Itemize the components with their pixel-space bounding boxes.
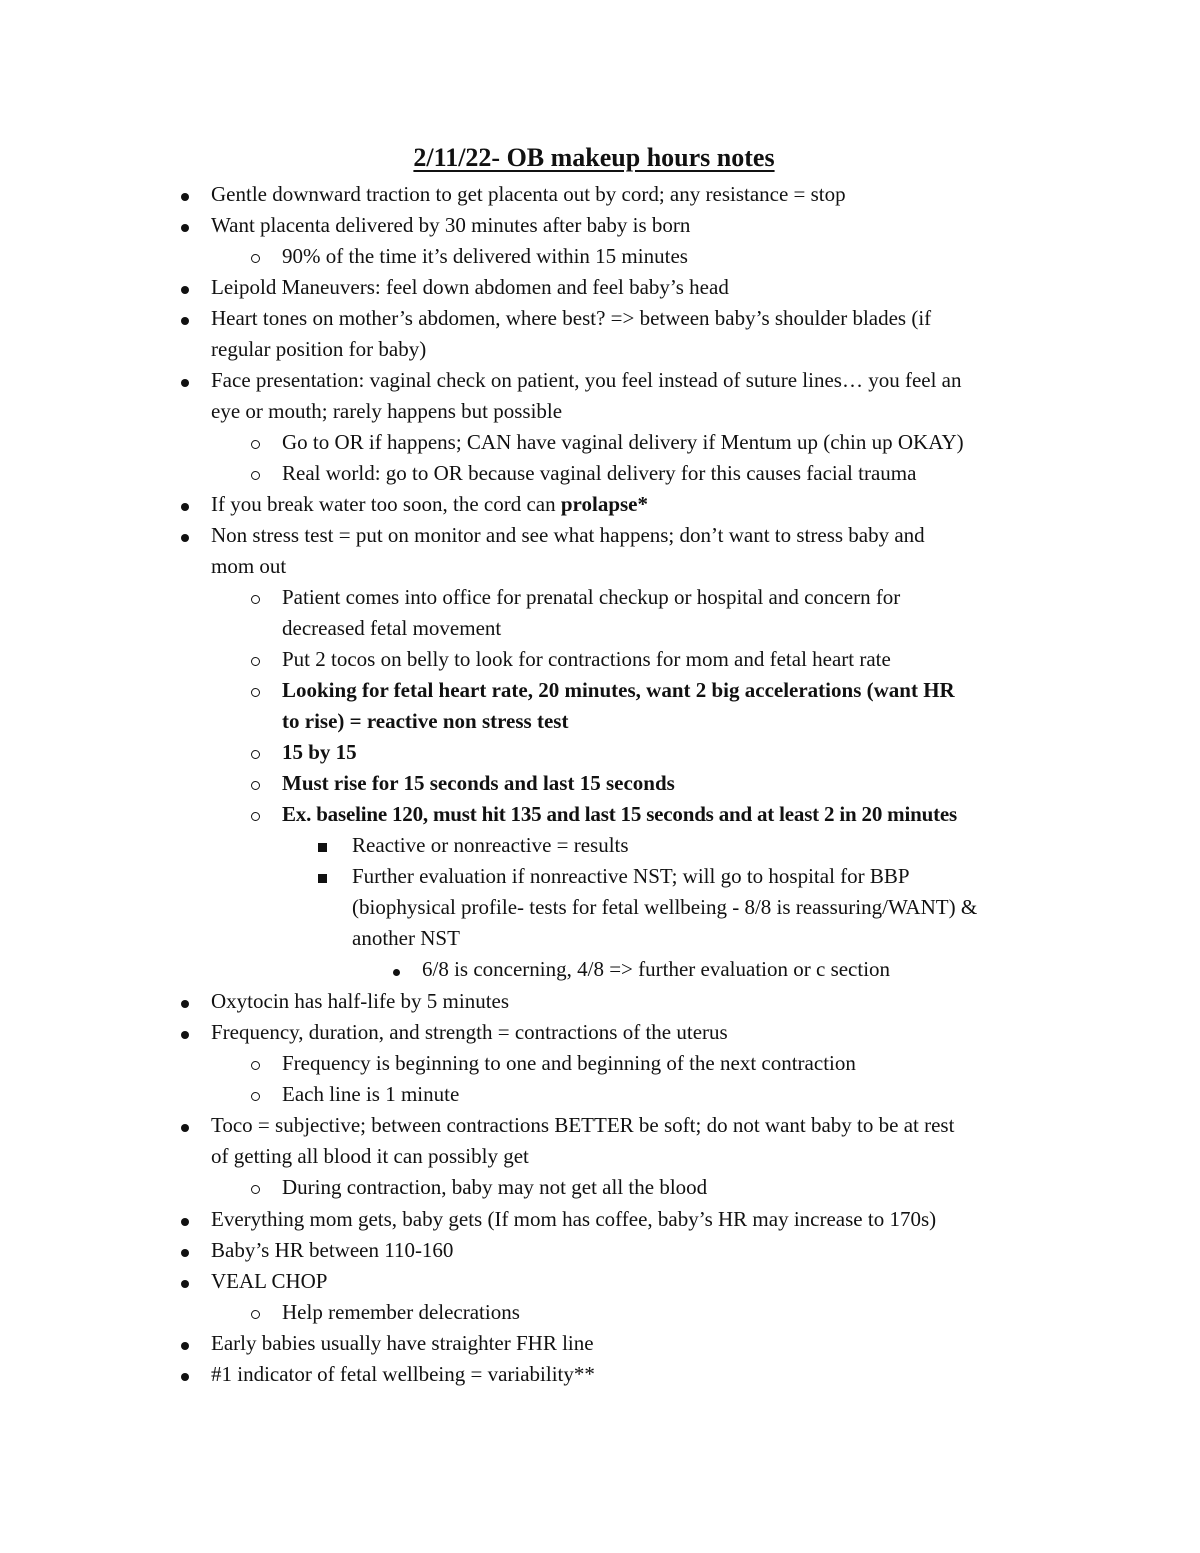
list-item-continuation: (biophysical profile- tests for fetal wellbeing - 8/8 is reassuring/WANT) &: [352, 895, 978, 919]
list-item-continuation: eye or mouth; rarely happens but possible: [211, 399, 563, 423]
bullet-icon: [181, 303, 189, 334]
bullet-icon: [181, 365, 189, 396]
list-item: Help remember delecrations: [282, 1300, 520, 1324]
circle-bullet-icon: [251, 675, 260, 706]
list-item-continuation: regular position for baby): [211, 337, 427, 361]
list-item: Heart tones on mother’s abdomen, where best? => between baby’s shoulder blades (if: [211, 306, 932, 330]
bold-term: prolapse*: [560, 492, 649, 516]
circle-bullet-icon: [251, 1297, 260, 1328]
list-item: Face presentation: vaginal check on patient, you feel instead of suture lines… you feel an: [211, 368, 962, 392]
bullet-icon: [181, 1017, 189, 1048]
circle-bullet-icon: [251, 582, 260, 613]
list-item: Must rise for 15 seconds and last 15 seconds: [282, 771, 675, 795]
circle-bullet-icon: [251, 737, 260, 768]
list-item: Frequency, duration, and strength = contractions of the uterus: [211, 1020, 728, 1044]
list-item: Non stress test = put on monitor and see what happens; don’t want to stress baby and: [211, 523, 925, 547]
bullet-icon: [181, 272, 189, 303]
bullet-icon: [181, 1235, 189, 1266]
bullet-icon: [181, 489, 189, 520]
page-title: 2/11/22- OB makeup hours notes: [413, 143, 775, 172]
list-item: Everything mom gets, baby gets (If mom has coffee, baby’s HR may increase to 170s): [211, 1207, 937, 1231]
circle-bullet-icon: [251, 427, 260, 458]
list-item: Patient comes into office for prenatal checkup or hospital and concern for: [282, 585, 901, 609]
bullet-icon: [181, 179, 189, 210]
list-item: VEAL CHOP: [211, 1269, 328, 1293]
list-item-continuation: to rise) = reactive non stress test: [282, 709, 569, 733]
bullet-icon: [393, 954, 400, 985]
list-item: Want placenta delivered by 30 minutes after baby is born: [211, 213, 691, 237]
list-item: Frequency is beginning to one and beginning of the next contraction: [282, 1051, 856, 1075]
list-item: Real world: go to OR because vaginal delivery for this causes facial trauma: [282, 461, 917, 485]
circle-bullet-icon: [251, 1079, 260, 1110]
square-bullet-icon: [318, 861, 327, 892]
bullet-icon: [181, 1204, 189, 1235]
list-item: 90% of the time it’s delivered within 15 minutes: [282, 244, 688, 268]
list-item-text: If you break water too soon, the cord can: [211, 492, 561, 516]
bullet-icon: [181, 520, 189, 551]
list-item: Gentle downward traction to get placenta out by cord; any resistance = stop: [211, 182, 846, 206]
circle-bullet-icon: [251, 241, 260, 272]
bullet-icon: [181, 1328, 189, 1359]
circle-bullet-icon: [251, 1048, 260, 1079]
list-item-continuation: mom out: [211, 554, 287, 578]
list-item-continuation: another NST: [352, 926, 460, 950]
list-item: Leipold Maneuvers: feel down abdomen and feel baby’s head: [211, 275, 729, 299]
circle-bullet-icon: [251, 644, 260, 675]
bullet-icon: [181, 1266, 189, 1297]
list-item: 15 by 15: [282, 740, 357, 764]
list-item: 6/8 is concerning, 4/8 => further evaluation or c section: [422, 957, 891, 981]
circle-bullet-icon: [251, 1172, 260, 1203]
list-item: Further evaluation if nonreactive NST; will go to hospital for BBP: [352, 864, 910, 888]
list-item: Each line is 1 minute: [282, 1082, 460, 1106]
list-item: During contraction, baby may not get all the blood: [282, 1175, 708, 1199]
list-item: Reactive or nonreactive = results: [352, 833, 629, 857]
bullet-icon: [181, 986, 189, 1017]
list-item-continuation: decreased fetal movement: [282, 616, 502, 640]
list-item: Go to OR if happens; CAN have vaginal delivery if Mentum up (chin up OKAY): [282, 430, 964, 454]
list-item: Looking for fetal heart rate, 20 minutes, want 2 big accelerations (want HR: [282, 678, 955, 702]
bullet-icon: [181, 1359, 189, 1390]
list-item: #1 indicator of fetal wellbeing = variability**: [211, 1362, 595, 1386]
list-item: Put 2 tocos on belly to look for contractions for mom and fetal heart rate: [282, 647, 891, 671]
list-item: Oxytocin has half-life by 5 minutes: [211, 989, 510, 1013]
circle-bullet-icon: [251, 458, 260, 489]
bullet-icon: [181, 210, 189, 241]
list-item: Ex. baseline 120, must hit 135 and last 15 seconds and at least 2 in 20 minutes: [282, 802, 957, 826]
list-item: Early babies usually have straighter FHR line: [211, 1331, 594, 1355]
list-item-continuation: of getting all blood it can possibly get: [211, 1144, 529, 1168]
list-item: Baby’s HR between 110-160: [211, 1238, 454, 1262]
square-bullet-icon: [318, 830, 327, 861]
circle-bullet-icon: [251, 768, 260, 799]
bullet-icon: [181, 1110, 189, 1141]
list-item: Toco = subjective; between contractions BETTER be soft; do not want baby to be at rest: [211, 1113, 955, 1137]
circle-bullet-icon: [251, 799, 260, 830]
list-item: [211, 489, 648, 520]
